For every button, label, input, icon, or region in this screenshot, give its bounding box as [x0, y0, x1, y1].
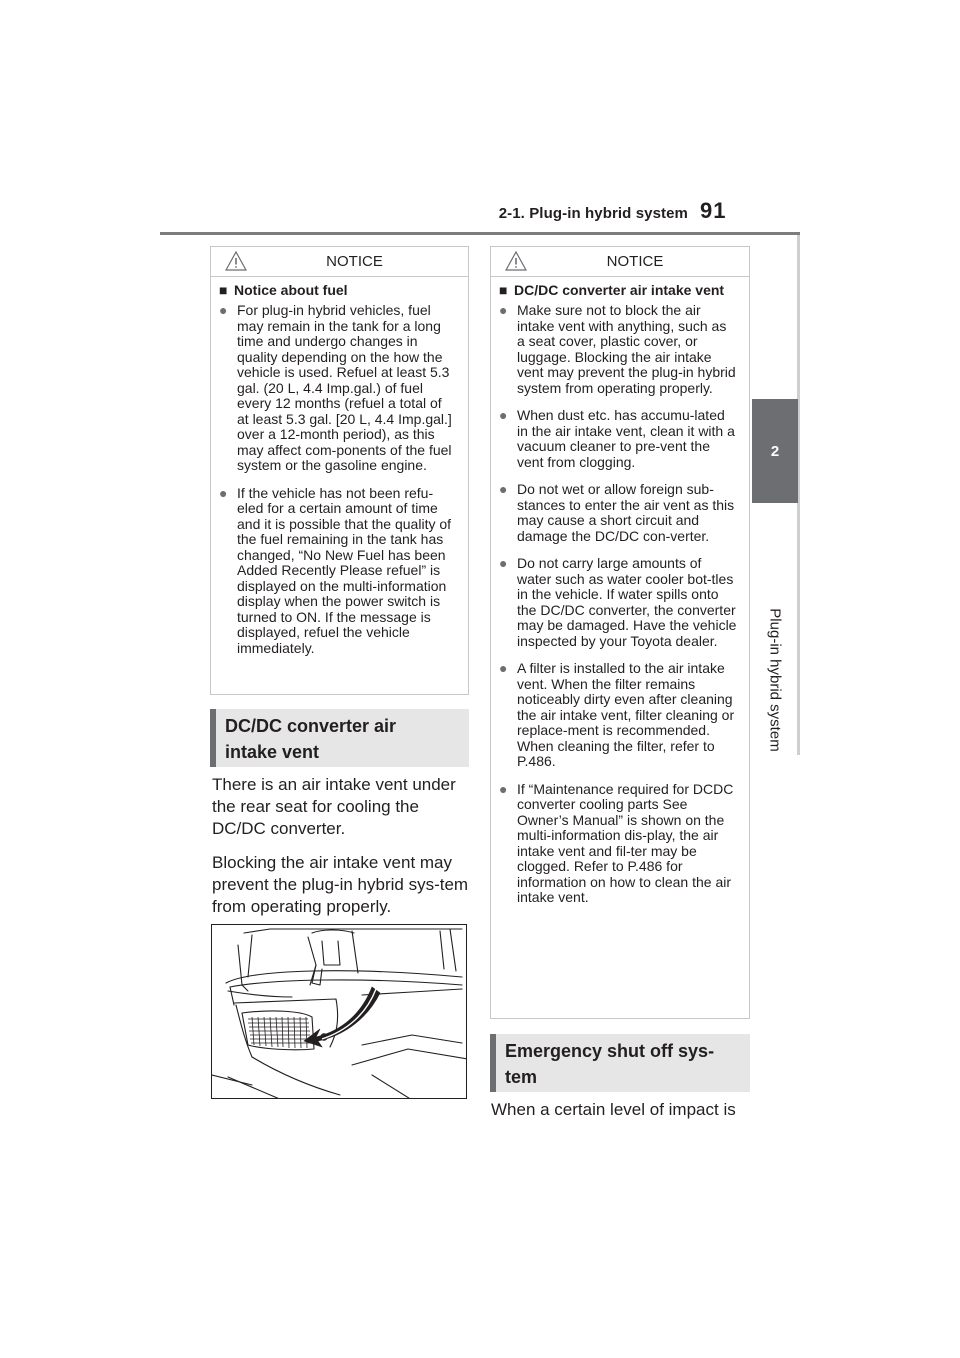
bullet-icon: ●	[499, 780, 508, 797]
notice-item	[499, 661, 737, 770]
notice-title-text: Notice about fuel	[234, 282, 348, 298]
bullet-icon: ●	[499, 302, 508, 318]
bullet-icon: ●	[219, 484, 228, 501]
section-header: 2-1. Plug-in hybrid system	[498, 205, 688, 222]
chapter-label-text: Plug-in hybrid system	[766, 608, 784, 752]
notice-item-text: When dust etc. has accumu-lated in the air intake vent, clean it with a vacuum cleaner to pre-vent the vent from clogging.	[517, 407, 735, 470]
notice-item-text: Make sure not to block the air intake vent with anything, such as a seat cover, plastic cover, or luggage. Blocking the air intake vent may prevent the plug-in hybrid system from operating properly.	[517, 302, 736, 396]
notice-item-text: For plug-in hybrid vehicles, fuel may remain in the tank for a long time and undergo changes in quality depending on the how the vehicle is used. Refuel at least 5.3 gal. (20 L, 4.4 Imp.gal.) of fuel every 12 months (refuel a total of at least 5.3 gal. [20 L, 4.4 Imp.gal.] over a 12-month period), as this may affect com-ponents of the fuel system or the gasoline engine.	[237, 302, 452, 473]
bullet-icon: ●	[499, 481, 508, 497]
notice-item	[499, 482, 737, 544]
section-heading-line: Emergency shut off sys-	[505, 1041, 715, 1061]
notice-item-text: Do not wet or allow foreign sub-stances to enter the air vent as this may cause a short circuit and damage the DC/DC con-verter.	[517, 481, 735, 544]
warning-icon	[505, 251, 527, 271]
square-bullet-icon: ■	[219, 282, 228, 298]
notice-item	[499, 782, 737, 906]
notice-box-dcdc	[490, 246, 750, 1019]
notice-header	[211, 247, 468, 277]
notice-item	[499, 303, 737, 396]
header-rule	[160, 232, 800, 235]
notice-item-text: If “Maintenance required for DCDC converter cooling parts See Owner’s Manual” is shown on the multi-information dis-play, the air intake vent and fil-ter may be clogged. Refer to P.486 for information on how to clean the air intake vent.	[517, 780, 734, 905]
page-number: 91	[700, 198, 727, 223]
bullet-icon: ●	[499, 660, 508, 676]
notice-item	[219, 486, 456, 657]
notice-title	[499, 282, 737, 298]
section-heading-line: intake vent	[225, 742, 320, 762]
notice-item	[219, 303, 456, 474]
section-heading-emergency	[490, 1034, 750, 1092]
body-text-right	[491, 1099, 753, 1133]
illustration-rear-seat-vent	[211, 924, 467, 1099]
paragraph: When a certain level of impact is	[491, 1100, 736, 1119]
bullet-icon: ●	[499, 407, 508, 423]
notice-item-text: Do not carry large amounts of water such as water cooler bot-tles in the vehicle. If water spills onto the DC/DC converter, the converter may be damaged. Have the vehicle inspected by your Toyota dealer.	[517, 555, 737, 649]
notice-body	[211, 277, 468, 672]
notice-label: NOTICE	[326, 253, 383, 270]
paragraph: There is an air intake vent under the rear seat for cooling the DC/DC converter.	[212, 775, 456, 838]
notice-header	[491, 247, 749, 277]
warning-icon	[225, 251, 247, 271]
bullet-icon: ●	[219, 302, 228, 318]
bullet-icon: ●	[499, 555, 508, 571]
section-heading-line: tem	[505, 1067, 538, 1087]
notice-item	[499, 408, 737, 470]
section-heading-line: DC/DC converter air	[225, 716, 397, 736]
body-text-left	[212, 774, 474, 930]
rear-seat-illustration	[212, 925, 467, 1099]
paragraph: Blocking the air intake vent may prevent the plug-in hybrid sys-tem from operating properly.	[212, 853, 469, 916]
notice-label: NOTICE	[606, 253, 664, 270]
notice-title	[219, 282, 456, 298]
notice-item	[499, 556, 737, 649]
notice-box-fuel	[210, 246, 469, 695]
section-heading-dcdc	[210, 709, 469, 767]
notice-item-text: If the vehicle has not been refu-eled for a certain amount of time and it is possible that the quality of the fuel remaining in the tank has changed, “No New Fuel has been Added Recently Please refuel” is displayed on the multi-information display when the power switch is turned to ON. If the message is displayed, refuel the vehicle immediately.	[237, 484, 452, 656]
notice-title-text: DC/DC converter air intake vent	[514, 282, 725, 298]
square-bullet-icon: ■	[499, 282, 508, 298]
chapter-tab-number: 2	[770, 442, 780, 460]
notice-body	[491, 277, 749, 922]
notice-item-text: A filter is installed to the air intake vent. When the filter remains noticeably dirty even after cleaning the air intake vent, filter cleaning or replace-ment is recommended. When cleaning the filter, refer to P.486.	[517, 660, 735, 769]
chapter-tab[interactable]	[752, 399, 798, 503]
